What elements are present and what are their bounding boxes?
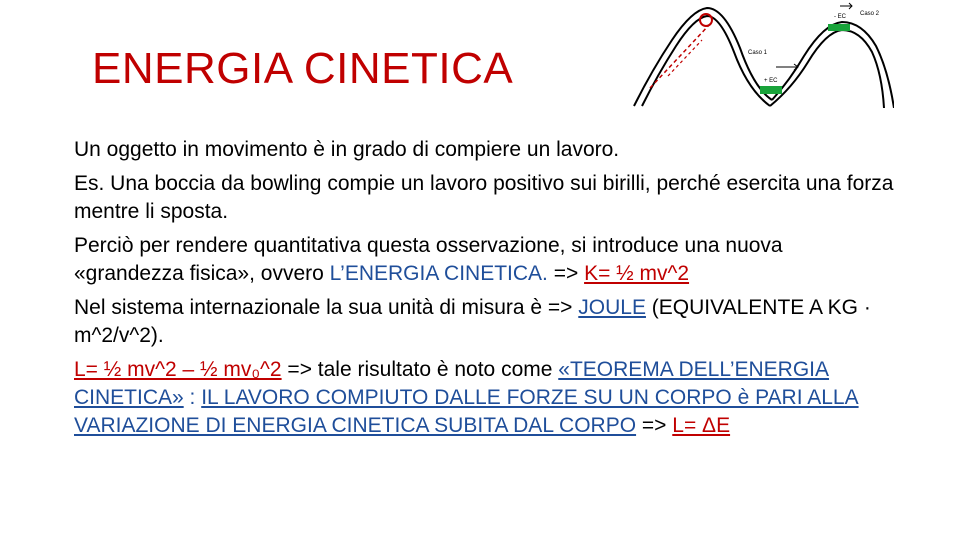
p3-energia-cinetica: L’ENERGIA CINETICA. [329, 262, 548, 285]
p5-colon: : [183, 386, 202, 409]
p3-text: Perciò per rendere quantitativa questa osservazione, si introduce una nuova «grandezza fisica», ovvero [74, 234, 783, 285]
p4-text: Nel sistema internazionale la sua unità di misura è => [74, 296, 579, 319]
theorem-statement: IL LAVORO COMPIUTO DALLE FORZE SU UN CORPO è PARI ALLA VARIAZIONE DI ENERGIA CINETICA SUBITA DAL CORPO [74, 386, 859, 437]
roller-coaster-figure [632, 0, 894, 108]
drop-path-dashed-2 [668, 40, 702, 76]
paragraph-2: Es. Una boccia da bowling compie un lavoro positivo sui birilli, perché esercita una forza mentre li sposta. [74, 172, 894, 223]
label-plus-ec: + EC [764, 78, 778, 84]
joule-unit: JOULE [578, 296, 646, 319]
coaster-track-right-inner [770, 30, 884, 108]
kinetic-energy-formula: K= ½ mv^2 [584, 262, 690, 285]
p5-arrow: => [636, 414, 673, 437]
paragraph-3 [74, 232, 894, 288]
p3-arrow: => [547, 262, 585, 285]
coaster-track-left-outer [634, 8, 772, 106]
slide-title: ENERGIA CINETICA [92, 44, 514, 93]
coaster-track-left-inner [642, 16, 770, 106]
drop-path-dashed [650, 24, 710, 88]
label-minus-ec: - EC [834, 14, 846, 20]
work-energy-formula: L= ΔE [672, 414, 731, 437]
paragraph-4 [74, 294, 894, 350]
coaster-car-case2 [828, 24, 850, 31]
paragraph-1: Un oggetto in movimento è in grado di compiere un lavoro. [74, 138, 620, 161]
coaster-car-case1 [760, 86, 782, 94]
p5-text: => tale risultato è noto come [281, 358, 559, 381]
theorem-name: «TEOREMA DELL’ENERGIA CINETICA» [74, 358, 830, 409]
paragraph-5 [74, 356, 894, 440]
slide-body [74, 136, 894, 446]
label-case1: Caso 1 [748, 50, 768, 56]
p4-equivalent: (EQUIVALENTE A KG · m^2/v^2). [74, 296, 871, 347]
work-formula: L= ½ mv^2 – ½ mv₀^2 [74, 358, 282, 381]
coaster-track-right-outer [772, 22, 894, 108]
label-case2: Caso 2 [860, 11, 880, 17]
